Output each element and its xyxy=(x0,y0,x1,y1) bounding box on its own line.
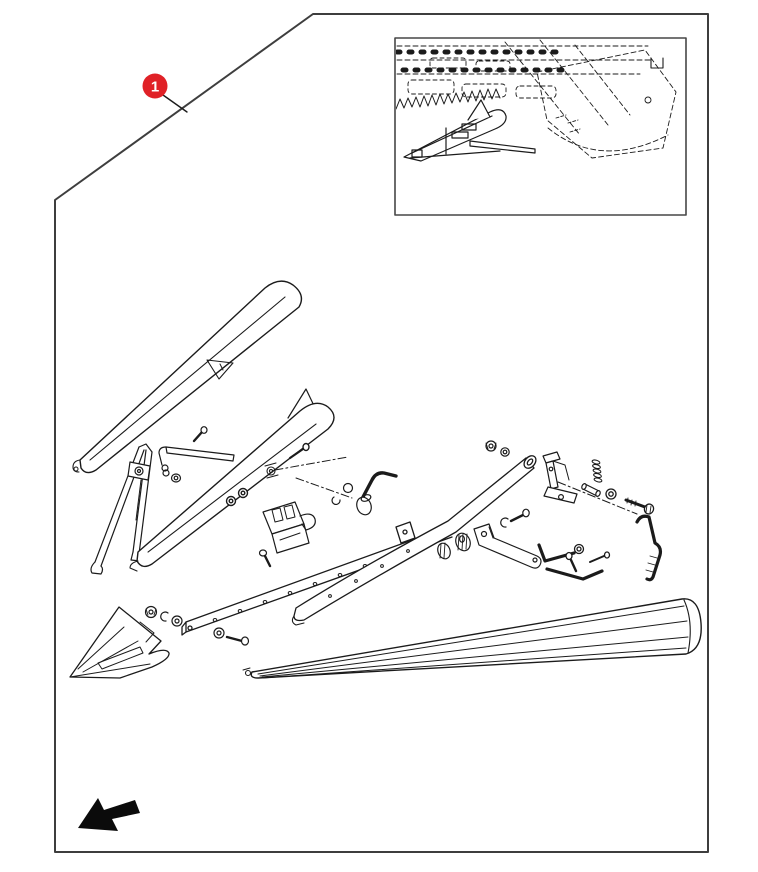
washer xyxy=(172,616,182,626)
bar-bolt-set xyxy=(214,628,249,645)
tube-end-fasteners xyxy=(486,441,509,456)
washer xyxy=(172,474,181,482)
part-callout-1[interactable] xyxy=(143,74,188,113)
lower-rod-cluster xyxy=(539,545,610,580)
washer xyxy=(501,448,509,456)
hook-rod xyxy=(637,516,660,579)
bolt xyxy=(260,550,271,566)
divider-shoe xyxy=(70,607,169,678)
bolt xyxy=(590,552,610,562)
bolt xyxy=(227,637,249,645)
assembly-location-inset xyxy=(395,38,686,215)
slotted-clamp-plate xyxy=(260,502,316,566)
bolt xyxy=(566,553,576,572)
bolt xyxy=(626,498,655,515)
callout-leader-line xyxy=(163,95,187,112)
nut xyxy=(486,441,496,451)
support-rod xyxy=(159,427,234,482)
c-clip xyxy=(332,497,340,504)
shoe-fasteners xyxy=(146,607,183,627)
washer xyxy=(606,489,616,499)
washer xyxy=(214,628,224,638)
support-tube xyxy=(292,453,538,625)
nut xyxy=(344,484,353,493)
washer xyxy=(575,545,584,554)
c-washer xyxy=(501,518,508,527)
cylinder-pin xyxy=(474,509,541,568)
direction-arrow xyxy=(78,798,140,831)
ball-joint-lever xyxy=(332,473,396,517)
spring xyxy=(592,459,603,483)
bolt xyxy=(194,427,207,441)
c-washer xyxy=(161,612,168,621)
callout-number: 1 xyxy=(150,78,160,96)
bolt xyxy=(511,509,529,521)
mounting-bracket xyxy=(543,452,577,503)
